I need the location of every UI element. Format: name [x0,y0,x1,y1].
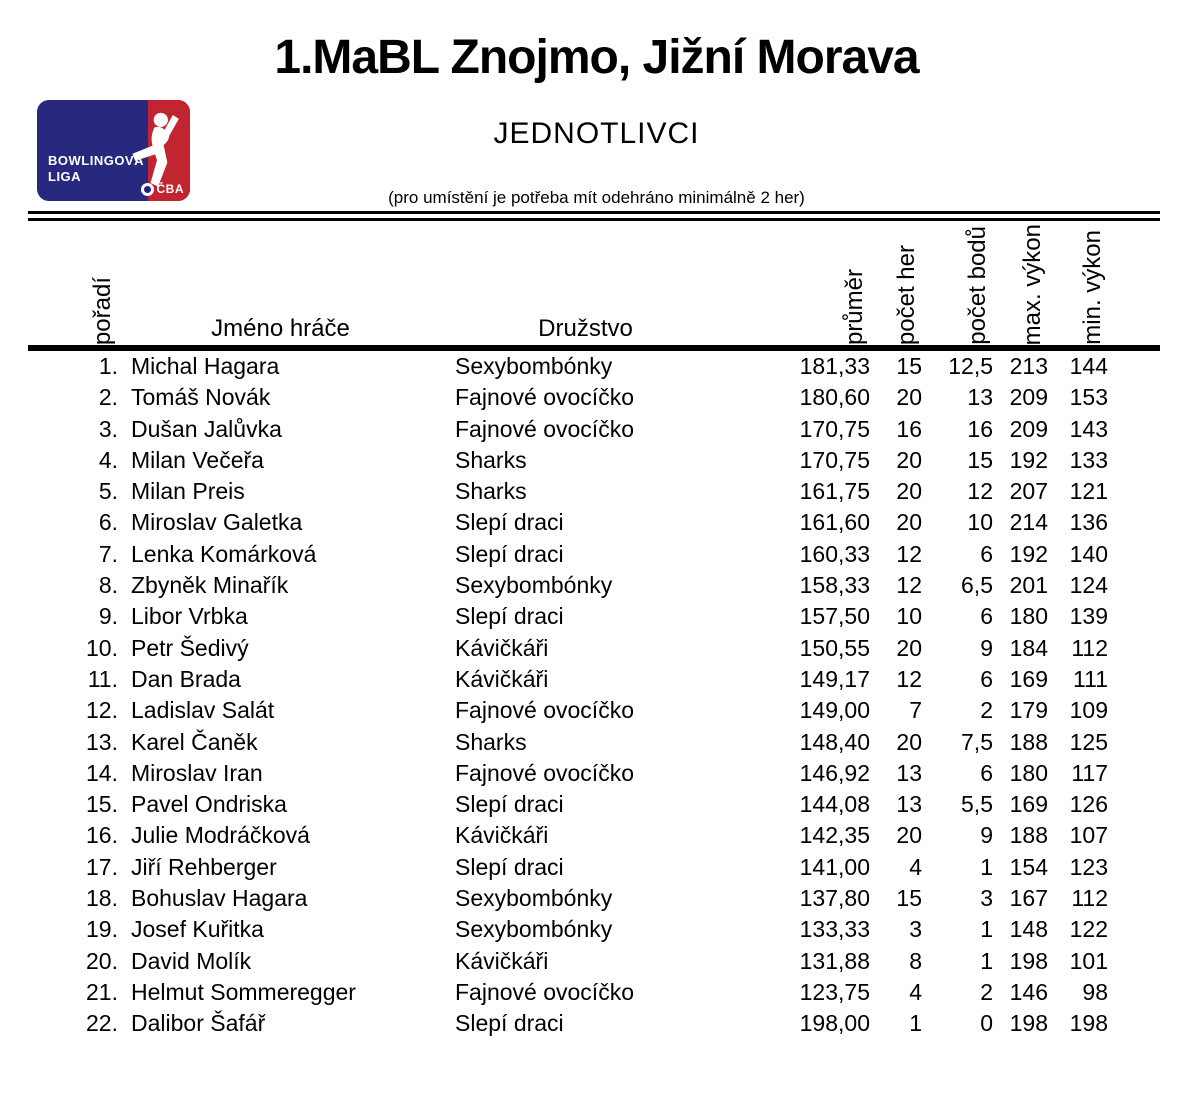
player-name-cell: Dalibor Šafář [131,1010,266,1037]
rank-cell: 13. [86,728,118,755]
player-name-cell: Petr Šedivý [131,634,249,661]
average-cell: 158,33 [799,572,870,599]
table-row [30,727,1193,758]
max-score-cell: 154 [1009,853,1048,880]
games-count-cell: 1 [909,1010,922,1037]
games-count-cell: 8 [909,947,922,974]
team-cell: Sexybombónky [455,572,613,599]
team-cell: Fajnové ovocíčko [455,384,634,411]
min-score-cell: 98 [1082,978,1108,1005]
table-row [30,977,1193,1008]
points-count-cell: 12 [967,478,993,505]
header-rank-label: pořadí [88,276,116,345]
player-name-cell: Lenka Komárková [131,540,317,567]
points-count-cell: 1 [980,947,993,974]
player-name-cell: Milan Večeřa [131,446,264,473]
average-cell: 180,60 [799,384,870,411]
min-score-cell: 123 [1069,853,1108,880]
average-cell: 181,33 [799,353,870,379]
team-cell: Kávičkáři [455,634,549,661]
max-score-cell: 167 [1009,885,1048,912]
table-row [30,820,1193,851]
rank-cell: 12. [86,697,118,724]
table-row [30,633,1193,664]
average-cell: 170,75 [799,415,870,442]
team-cell: Fajnové ovocíčko [455,978,634,1005]
header-average [728,221,870,345]
min-score-cell: 112 [1071,634,1108,661]
team-cell: Fajnové ovocíčko [455,697,634,724]
cba-mark [141,182,185,196]
average-cell: 161,60 [799,509,870,536]
min-score-cell: 124 [1069,572,1108,599]
min-score-cell: 117 [1071,759,1108,786]
max-score-cell: 192 [1009,540,1048,567]
min-score-cell: 109 [1069,697,1108,724]
table-row [30,695,1193,726]
qualification-note: (pro umístění je potřeba mít odehráno minimálně 2 her) [388,188,805,207]
team-cell: Kávičkáři [455,665,549,692]
max-score-cell: 180 [1009,759,1048,786]
team-cell: Slepí draci [455,509,564,536]
player-name-cell: Tomáš Novák [131,384,271,411]
header-points-count-label: počet bodů [963,226,991,345]
player-name-cell: Pavel Ondriska [131,791,287,818]
average-cell: 133,33 [799,916,870,943]
player-name-cell: Milan Preis [131,478,245,505]
average-cell: 131,88 [799,947,870,974]
average-cell: 144,08 [799,791,870,818]
points-count-cell: 6,5 [961,572,993,599]
table-row [30,539,1193,570]
rank-cell: 17. [86,853,118,880]
games-count-cell: 20 [896,728,922,755]
games-count-cell: 20 [896,822,922,849]
points-count-cell: 10 [967,509,993,536]
average-cell: 161,75 [799,478,870,505]
min-score-cell: 143 [1069,415,1108,442]
max-score-cell: 169 [1009,791,1048,818]
rank-cell: 9. [98,603,118,630]
rank-cell: 18. [86,885,118,912]
points-count-cell: 1 [980,853,993,880]
logo-line2: LIGA [48,169,82,184]
max-score-cell: 214 [1009,509,1048,536]
team-cell: Sexybombónky [455,885,613,912]
table-row [30,507,1193,538]
min-score-cell: 101 [1069,947,1108,974]
min-score-cell: 144 [1069,353,1108,379]
points-count-cell: 13 [967,384,993,411]
max-score-cell: 213 [1009,353,1048,379]
rank-cell: 20. [86,947,118,974]
min-score-cell: 121 [1069,478,1108,505]
player-name-cell: Dan Brada [131,665,241,692]
rank-cell: 4. [98,446,118,473]
games-count-cell: 10 [896,603,922,630]
min-score-cell: 107 [1069,822,1108,849]
points-count-cell: 6 [980,665,993,692]
rank-cell: 15. [86,791,118,818]
player-name-cell: Libor Vrbka [131,603,248,630]
min-score-cell: 136 [1069,509,1108,536]
max-score-cell: 209 [1009,384,1048,411]
games-count-cell: 12 [896,540,922,567]
header-games-count-label: počet her [892,244,920,345]
header-player-name: Jméno hráče [211,315,350,342]
average-cell: 142,35 [799,822,870,849]
games-count-cell: 12 [896,572,922,599]
table-row [30,1008,1193,1039]
games-count-cell: 13 [896,759,922,786]
games-count-cell: 20 [896,384,922,411]
average-cell: 198,00 [799,1010,870,1037]
team-cell: Slepí draci [455,1010,564,1037]
team-cell: Slepí draci [455,603,564,630]
header-games-count [870,221,922,345]
team-cell: Sharks [455,446,527,473]
rank-cell: 7. [98,540,118,567]
player-name-cell: Julie Modráčková [131,822,310,849]
page-title: 1.MaBL Znojmo, Jižní Morava [274,31,919,84]
header-rank [30,221,118,345]
standings-table [30,221,1193,345]
games-count-cell: 15 [896,885,922,912]
points-count-cell: 12,5 [948,353,993,379]
table-row [30,414,1193,445]
max-score-cell: 188 [1009,728,1048,755]
cba-circle-icon [141,183,154,196]
average-cell: 149,17 [799,665,870,692]
games-count-cell: 20 [896,634,922,661]
min-score-cell: 140 [1069,540,1108,567]
team-cell: Slepí draci [455,791,564,818]
rank-cell: 1. [98,353,118,379]
player-name-cell: Miroslav Galetka [131,509,303,536]
rank-cell: 11. [87,665,118,692]
points-count-cell: 1 [980,916,993,943]
rank-cell: 16. [86,822,118,849]
average-cell: 141,00 [799,853,870,880]
games-count-cell: 20 [896,509,922,536]
league-logo [37,100,190,201]
team-cell: Slepí draci [455,540,564,567]
points-count-cell: 2 [980,697,993,724]
table-row [30,914,1193,945]
max-score-cell: 169 [1009,665,1048,692]
points-count-cell: 6 [980,540,993,567]
player-name-cell: Miroslav Iran [131,759,263,786]
rank-cell: 6. [98,509,118,536]
team-cell: Sexybombónky [455,916,613,943]
rank-cell: 10. [86,634,118,661]
min-score-cell: 111 [1073,665,1108,692]
team-cell: Fajnové ovocíčko [455,759,634,786]
table-row [30,570,1193,601]
player-name-cell: Helmut Sommeregger [131,978,356,1005]
average-cell: 157,50 [799,603,870,630]
average-cell: 149,00 [799,697,870,724]
average-cell: 148,40 [799,728,870,755]
team-cell: Slepí draci [455,853,564,880]
games-count-cell: 16 [896,415,922,442]
games-count-cell: 15 [896,353,922,379]
table-row [30,946,1193,977]
min-score-cell: 125 [1069,728,1108,755]
max-score-cell: 180 [1009,603,1048,630]
games-count-cell: 7 [909,697,922,724]
table-header-row [30,221,1193,345]
team-cell: Kávičkáři [455,947,549,974]
cba-label: ČBA [156,182,184,196]
player-name-cell: Bohuslav Hagara [131,885,308,912]
double-rule [28,211,1160,221]
min-score-cell: 133 [1069,446,1108,473]
table-row [30,476,1193,507]
table-row [30,758,1193,789]
average-cell: 170,75 [799,446,870,473]
header-points-count [922,221,993,345]
max-score-cell: 146 [1009,978,1048,1005]
player-name-cell: Dušan Jalůvka [131,415,282,442]
max-score-cell: 207 [1009,478,1048,505]
team-cell: Kávičkáři [455,822,549,849]
player-name-cell: David Molík [131,947,252,974]
player-name-cell: Michal Hagara [131,353,280,379]
table-row [30,789,1193,820]
player-name-cell: Zbyněk Minařík [131,572,289,599]
points-count-cell: 0 [980,1010,993,1037]
points-count-cell: 3 [980,885,993,912]
rank-cell: 14. [86,759,118,786]
min-score-cell: 122 [1069,916,1108,943]
points-count-cell: 6 [980,603,993,630]
points-count-cell: 15 [967,446,993,473]
max-score-cell: 184 [1009,634,1048,661]
max-score-cell: 198 [1009,947,1048,974]
logo-line1: BOWLINGOVÁ [48,153,144,168]
player-name-cell: Jiří Rehberger [131,853,277,880]
games-count-cell: 4 [909,978,922,1005]
logo-wordmark [48,153,144,185]
table-row [30,445,1193,476]
games-count-cell: 3 [909,916,922,943]
min-score-cell: 112 [1071,885,1108,912]
min-score-cell: 139 [1069,603,1108,630]
average-cell: 123,75 [799,978,870,1005]
table-row [30,664,1193,695]
rank-cell: 22. [86,1010,118,1037]
min-score-cell: 198 [1069,1010,1108,1037]
points-count-cell: 2 [980,978,993,1005]
header-average-label: průměr [840,268,868,345]
rank-cell: 19. [86,916,118,943]
team-cell: Sharks [455,478,527,505]
average-cell: 146,92 [799,759,870,786]
max-score-cell: 148 [1009,916,1048,943]
section-title: JEDNOTLIVCI [493,117,700,150]
points-count-cell: 16 [967,415,993,442]
team-cell: Sexybombónky [455,353,613,379]
max-score-cell: 179 [1009,697,1048,724]
min-score-cell: 126 [1069,791,1108,818]
points-count-cell: 9 [980,634,993,661]
table-row [30,382,1193,413]
header-max-score-label: max. výkon [1018,223,1046,345]
max-score-cell: 201 [1009,572,1048,599]
rank-cell: 21. [86,978,118,1005]
average-cell: 137,80 [799,885,870,912]
player-name-cell: Karel Čaněk [131,728,258,755]
average-cell: 150,55 [799,634,870,661]
points-count-cell: 9 [980,822,993,849]
average-cell: 160,33 [799,540,870,567]
table-row [30,351,1193,382]
rank-cell: 3. [98,415,118,442]
table-body [30,351,1193,1040]
player-name-cell: Josef Kuřitka [131,916,264,943]
games-count-cell: 20 [896,446,922,473]
rank-cell: 8. [98,572,118,599]
team-cell: Fajnové ovocíčko [455,415,634,442]
player-name-cell: Ladislav Salát [131,697,275,724]
points-count-cell: 6 [980,759,993,786]
points-count-cell: 7,5 [961,728,993,755]
max-score-cell: 198 [1009,1010,1048,1037]
points-count-cell: 5,5 [961,791,993,818]
table-row [30,852,1193,883]
max-score-cell: 209 [1009,415,1048,442]
min-score-cell: 153 [1069,384,1108,411]
header-min-score-label: min. výkon [1078,230,1106,345]
games-count-cell: 12 [896,665,922,692]
header-team: Družstvo [538,315,633,342]
rank-cell: 2. [98,384,118,411]
table-row [30,601,1193,632]
games-count-cell: 4 [909,853,922,880]
max-score-cell: 192 [1009,446,1048,473]
games-count-cell: 13 [896,791,922,818]
header-max-score [993,221,1048,345]
header-min-score [1048,221,1108,345]
table-row [30,883,1193,914]
games-count-cell: 20 [896,478,922,505]
max-score-cell: 188 [1009,822,1048,849]
rank-cell: 5. [98,478,118,505]
team-cell: Sharks [455,728,527,755]
